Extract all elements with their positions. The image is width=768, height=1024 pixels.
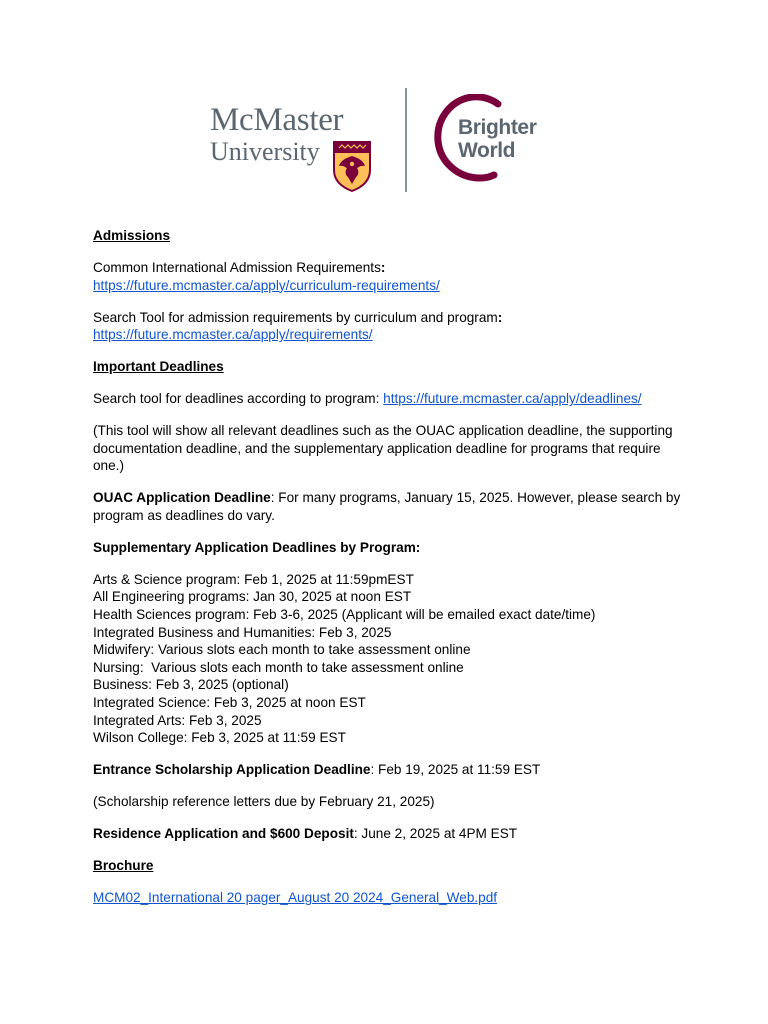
- scholarship-note: (Scholarship reference letters due by February 21, 2025): [93, 794, 435, 810]
- tool-note: (This tool will show all relevant deadlines such as the OUAC application deadline, the supporting documentation deadline, and the supplementary application deadline for programs that require one.): [93, 423, 673, 474]
- colon: :: [497, 309, 503, 325]
- wordmark-line2: University: [210, 137, 320, 166]
- common-requirements-label: [93, 259, 693, 277]
- brochure-link[interactable]: MCM02_International 20 pager_August 20 2024_General_Web.pdf: [93, 890, 498, 906]
- brighter-world-mark: [432, 94, 562, 186]
- common-requirements-link[interactable]: https://future.mcmaster.ca/apply/curriculum-requirements/: [93, 277, 440, 293]
- scholarship-deadline: [93, 761, 693, 779]
- tagline-line1: Brighter: [458, 116, 537, 139]
- wordmark-line1: McMaster: [210, 102, 344, 138]
- requirements-search-link[interactable]: https://future.mcmaster.ca/apply/requirements/: [93, 327, 373, 343]
- supplementary-heading-text: Supplementary Application Deadlines by Program:: [93, 539, 421, 555]
- deadlines-search-line: [93, 390, 693, 408]
- deadlines-search-text: Search tool for deadlines according to program:: [93, 391, 384, 407]
- list-item: Wilson College: Feb 3, 2025 at 11:59 EST: [93, 730, 346, 746]
- scholarship-label: Entrance Scholarship Application Deadline: [93, 762, 371, 778]
- ouac-deadline: [93, 489, 693, 524]
- list-item: All Engineering programs: Jan 30, 2025 at noon EST: [93, 589, 412, 605]
- ouac-label: OUAC Application Deadline: [93, 490, 271, 506]
- search-tool-label: [93, 309, 693, 327]
- document-body: [93, 227, 693, 907]
- logo-divider: [405, 88, 407, 192]
- admissions-heading: Admissions: [93, 228, 171, 243]
- brighter-world-text: [458, 116, 536, 162]
- residence-label: Residence Application and $600 Deposit: [93, 826, 354, 842]
- ouac-text: : For many programs, January 15, 2025. However, please search by program as deadlines do vary.: [93, 490, 681, 523]
- scholarship-text: : Feb 19, 2025 at 11:59 EST: [370, 762, 541, 778]
- search-tool-text: Search Tool for admission requirements by curriculum and program: [93, 309, 498, 325]
- list-item: Midwifery: Various slots each month to take assessment online: [93, 642, 471, 658]
- list-item: Integrated Science: Feb 3, 2025 at noon EST: [93, 695, 366, 710]
- brochure-heading: Brochure: [93, 858, 154, 874]
- residence-deadline: [93, 825, 693, 843]
- list-item: Integrated Business and Humanities: Feb 3, 2025: [93, 624, 392, 640]
- list-item: Nursing: Various slots each month to take assessment online: [93, 659, 464, 675]
- list-item: Arts & Science program: Feb 1, 2025 at 11:59pmEST: [93, 571, 414, 587]
- list-item: Health Sciences program: Feb 3-6, 2025 (Applicant will be emailed exact date/time): [93, 607, 596, 623]
- tagline-line2: World: [458, 139, 516, 162]
- colon: :: [380, 259, 386, 275]
- common-requirements-text: Common International Admission Requirements: [93, 259, 381, 275]
- list-item: Business: Feb 3, 2025 (optional): [93, 677, 289, 693]
- supplementary-list: [93, 571, 693, 747]
- list-item: Integrated Arts: Feb 3, 2025: [93, 712, 262, 728]
- supplementary-heading: [93, 539, 693, 557]
- deadlines-link[interactable]: https://future.mcmaster.ca/apply/deadlines/: [383, 391, 642, 407]
- mcmaster-wordmark: [210, 104, 343, 165]
- crest-icon: [332, 140, 372, 192]
- mcmaster-brighter-world-logo: [210, 86, 560, 194]
- residence-text: : June 2, 2025 at 4PM EST: [353, 826, 518, 842]
- deadlines-heading: Important Deadlines: [93, 359, 224, 375]
